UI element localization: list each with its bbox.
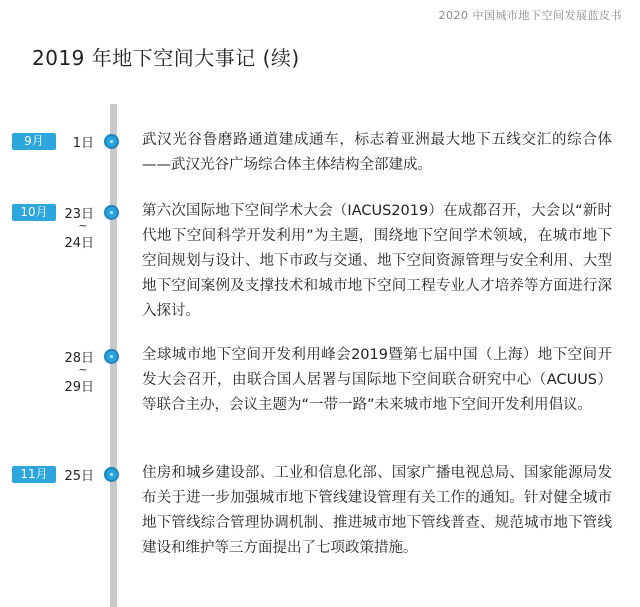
timeline-node-icon: [104, 205, 119, 220]
month-tag: 10月: [12, 204, 56, 221]
timeline-node-icon: [104, 467, 119, 482]
day-range-tilde: ~: [78, 363, 88, 376]
timeline-node-icon: [104, 349, 119, 364]
event-description: 住房和城乡建设部、工业和信息化部、国家广播电视总局、国家能源局发布关于进一步加强城市地下管线建设管理有关工作的通知。针对健全城市地下管线综合管理协调机制、推进城市地下管线普查、规范城市地下管线建设和维护等三方面提出了七项政策措施。: [142, 465, 612, 556]
event-description: 全球城市地下空间开发利用峰会2019暨第七届中国（上海）地下空间开发大会召开，由联合国人居署与国际地下空间联合研究中心（ACUUS）等联合主办，会议主题为“一带一路”未来城市地下空间开发利用倡议。: [142, 347, 612, 413]
event-description: 武汉光谷鲁磨路通道建成通车，标志着亚洲最大地下五线交汇的综合体——武汉光谷广场综合体主体结构全部建成。: [142, 132, 612, 173]
timeline-node-icon: [104, 134, 119, 149]
day-range-tilde: ~: [78, 219, 88, 232]
day-start: 25日: [64, 469, 94, 484]
day-start: 28日: [64, 351, 94, 366]
month-tag: 9月: [12, 133, 56, 150]
page-title: 2019 年地下空间大事记 (续): [32, 46, 300, 70]
day-start: 23日: [64, 207, 94, 222]
day-start: 1日: [72, 136, 94, 151]
month-tag: 11月: [12, 466, 56, 483]
day-end: 29日: [64, 380, 94, 395]
event-description: 第六次国际地下空间学术大会（IACUS2019）在成都召开，大会以“新时代地下空间科学开发利用”为主题，围绕地下空间学术领域，在城市地下空间规划与设计、地下市政与交通、地下空间资源管理与安全利用、大型地下空间案例及支撑技术和城市地下空间工程专业人才培养等方面进行深入探讨。: [142, 203, 612, 319]
header-note: 2020 中国城市地下空间发展蓝皮书: [438, 9, 622, 22]
day-end: 24日: [64, 236, 94, 251]
